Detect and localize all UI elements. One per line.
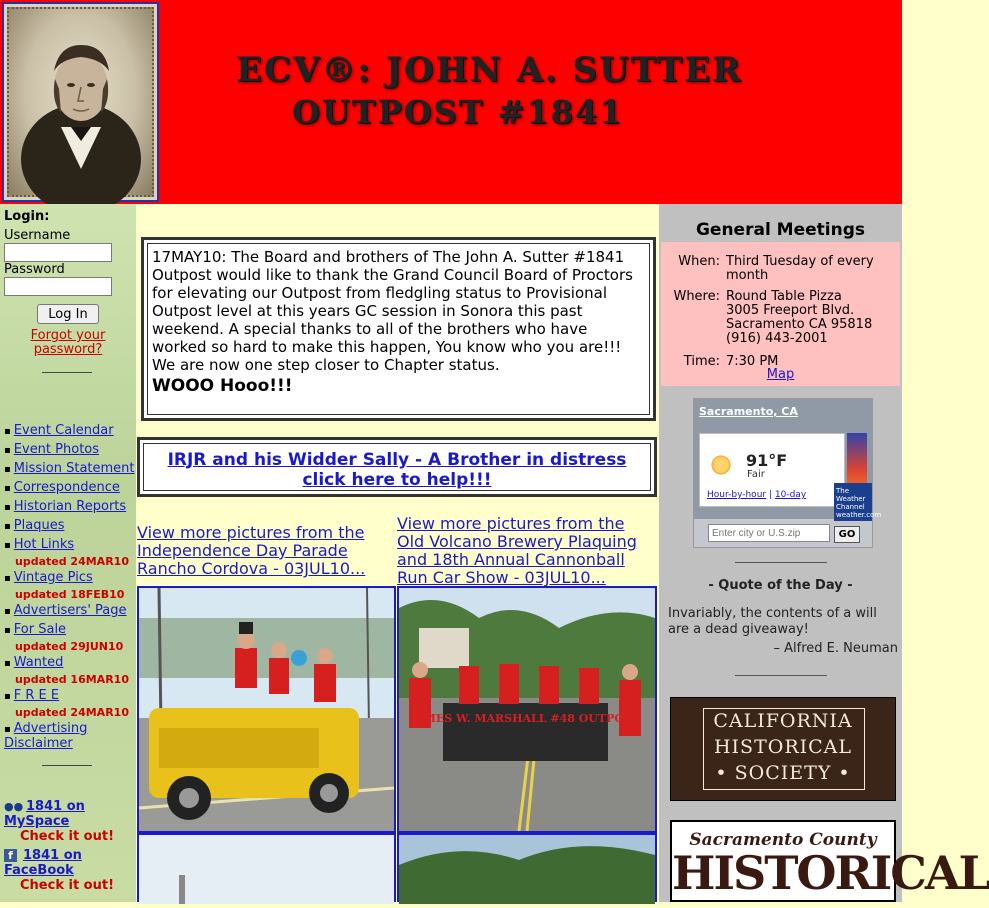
weather-temp: 91°F	[746, 451, 788, 470]
parade-photo-illustration	[139, 588, 394, 831]
announcement-text-2: We are now one step closer to Chapter status.	[152, 356, 500, 374]
login-button[interactable]: Log In	[37, 304, 99, 324]
nav-list	[4, 422, 136, 751]
bullet-icon: ▪	[4, 625, 11, 636]
chs-line3: • SOCIETY •	[715, 762, 851, 784]
nav-link[interactable]: Advertisers' Page	[13, 603, 127, 618]
nav-item	[4, 441, 136, 460]
time-value: 7:30 PM	[726, 354, 779, 369]
nav-item	[4, 621, 136, 640]
bullet-icon: ▪	[4, 521, 11, 532]
site-title-line1: ECV®: JOHN A. SUTTER	[236, 50, 743, 90]
meetings-body	[661, 242, 900, 386]
site-header	[0, 0, 902, 204]
meetings-title: General Meetings	[695, 220, 866, 240]
myspace-note: Check it out!	[20, 829, 115, 844]
portrait-illustration	[9, 9, 154, 197]
weather-city-link[interactable]: Sacramento, CA	[699, 405, 798, 418]
myspace-block	[4, 799, 136, 844]
sun-icon	[710, 454, 732, 476]
updated-note: updated 18FEB10	[15, 588, 125, 601]
bullet-icon: ▪	[4, 502, 11, 513]
nav-item	[4, 479, 136, 498]
nav-link[interactable]: Advertising Disclaimer	[4, 721, 88, 751]
bullet-icon: ▪	[4, 464, 11, 475]
distress-line2: click here to help!!!	[302, 470, 492, 490]
quote-text: Invariably, the contents of a will are a dead giveaway!	[668, 606, 877, 637]
sacramento-historical-society-logo[interactable]	[670, 820, 989, 902]
nav-item	[4, 422, 136, 441]
weather-location-input[interactable]	[708, 524, 830, 542]
nav-item	[4, 536, 136, 555]
parade-pictures-link[interactable]: View more pictures from the Independence Day Parade Rancho Cordova - 03JUL10...	[137, 523, 366, 578]
bullet-icon: ▪	[4, 540, 11, 551]
nav-item	[4, 687, 136, 706]
nav-link[interactable]: Hot Links	[13, 537, 75, 552]
announcement-box	[141, 237, 656, 421]
when-value: Third Tuesday of every month	[726, 254, 874, 283]
facebook-link[interactable]: 1841 on FaceBook	[4, 848, 82, 878]
quote-author: – Alfred E. Neuman	[773, 641, 898, 656]
weather-widget	[693, 398, 882, 548]
username-input[interactable]	[4, 243, 112, 262]
quote-title: - Quote of the Day -	[708, 578, 853, 593]
brewery-photo-illustration	[399, 588, 655, 831]
weather-condition: Fair	[747, 469, 765, 480]
nav-item	[4, 517, 136, 536]
username-label: Username	[4, 228, 71, 243]
nav-link[interactable]: Vintage Pics	[13, 570, 93, 585]
schs-line1: Sacramento County	[689, 830, 877, 850]
california-historical-society-logo[interactable]	[670, 697, 896, 801]
divider	[735, 562, 827, 563]
facebook-icon: f	[4, 849, 17, 862]
distress-line1: IRJR and his Widder Sally - A Brother in distress	[167, 450, 627, 470]
tenday-link[interactable]: 10-day	[774, 490, 807, 500]
weather-card	[699, 433, 845, 507]
chs-line2: HISTORICAL	[713, 736, 853, 758]
distress-link[interactable]	[168, 450, 627, 490]
updated-note: updated 29JUN10	[15, 640, 124, 653]
nav-link[interactable]: Wanted	[13, 655, 64, 670]
nav-item	[4, 569, 136, 588]
nav-item	[4, 654, 136, 673]
facebook-block	[4, 848, 136, 893]
password-label: Password	[4, 262, 65, 277]
where-value	[726, 290, 896, 346]
divider	[42, 765, 92, 766]
myspace-link[interactable]: 1841 on MySpace	[4, 799, 85, 829]
nav-link[interactable]: Historian Reports	[13, 499, 127, 514]
weather-channel-logo[interactable]: The Weather Channel weather.com	[834, 483, 872, 521]
where-line1: Round Table Pizza	[726, 289, 842, 304]
banner-text: JAMES W. MARSHALL #48 OUTPOST	[409, 712, 641, 725]
nav-item	[4, 498, 136, 517]
myspace-icon: ●●	[4, 800, 24, 813]
nav-link[interactable]: Mission Statement	[13, 461, 135, 476]
updated-note: updated 16MAR10	[15, 673, 129, 686]
schs-line2: HISTORICAL	[672, 846, 989, 900]
updated-note: updated 24MAR10	[15, 706, 129, 719]
brewery-pictures-link[interactable]: View more pictures from the Old Volcano Brewery Plaquing and 18th Annual Cannonball Run Car Show - 03JUL10...	[397, 514, 637, 587]
weather-go-button[interactable]: GO	[834, 526, 860, 543]
hourly-link[interactable]: Hour-by-hour	[707, 490, 767, 500]
map-link[interactable]: Map	[766, 367, 795, 382]
when-label: When:	[678, 254, 720, 269]
divider	[735, 675, 827, 676]
nav-link[interactable]: Event Calendar	[13, 423, 114, 438]
login-heading: Login:	[4, 209, 50, 224]
weather-links	[707, 490, 806, 500]
bullet-icon: ▪	[4, 724, 11, 735]
where-line2: 3005 Freeport Blvd.	[726, 303, 855, 318]
chs-line1: CALIFORNIA	[713, 710, 853, 732]
photo-4[interactable]	[397, 833, 657, 902]
where-line4: (916) 443-2001	[726, 331, 828, 346]
forgot-password-link[interactable]: Forgot your password?	[30, 328, 106, 357]
photo-4-illustration	[399, 835, 655, 904]
where-label: Where:	[673, 289, 720, 304]
announcement-text: 17MAY10: The Board and brothers of The John A. Sutter #1841 Outpost would like to thank the Grand Council Board of Proctors for elevating our Outpost from fledgling status to Provisional Outpost level at this years GC session in Sonora this past weekend. A special thanks to all of the brothers who have worked so hard to make this happen, You know who you are!!!	[152, 248, 633, 356]
nav-link[interactable]: Correspondence	[13, 480, 120, 495]
right-sidebar	[659, 204, 989, 902]
nav-item	[4, 722, 136, 751]
sutter-portrait-image	[2, 2, 159, 202]
parade-photo[interactable]	[137, 586, 396, 833]
bullet-icon: ▪	[4, 483, 11, 494]
updated-note: updated 24MAR10	[15, 555, 129, 568]
brewery-photo[interactable]	[397, 586, 657, 833]
where-line3: Sacramento CA 95818	[726, 317, 873, 332]
nav-link[interactable]: Plaques	[13, 518, 65, 533]
announcement-shout: WOOO Hooo!!!	[152, 376, 293, 396]
facebook-note: Check it out!	[20, 878, 115, 893]
photo-3[interactable]	[137, 833, 396, 902]
nav-link[interactable]: F R E E	[13, 688, 60, 703]
bullet-icon: ▪	[4, 426, 11, 437]
left-sidebar	[0, 204, 136, 902]
photo-3-illustration	[139, 835, 394, 904]
nav-link[interactable]: Event Photos	[13, 442, 100, 457]
bullet-icon: ▪	[4, 691, 11, 702]
bullet-icon: ▪	[4, 573, 11, 584]
bullet-icon: ▪	[4, 658, 11, 669]
time-label: Time:	[683, 354, 720, 369]
weather-separator: |	[768, 490, 773, 500]
bullet-icon: ▪	[4, 445, 11, 456]
distress-box	[137, 437, 657, 497]
site-title-line2: OUTPOST #1841	[292, 93, 624, 131]
nav-item	[4, 602, 136, 621]
nav-item	[4, 460, 136, 479]
bullet-icon: ▪	[4, 606, 11, 617]
nav-link[interactable]: For Sale	[13, 622, 67, 637]
password-input[interactable]	[4, 277, 112, 296]
meetings-panel	[661, 212, 900, 386]
divider	[42, 372, 92, 373]
